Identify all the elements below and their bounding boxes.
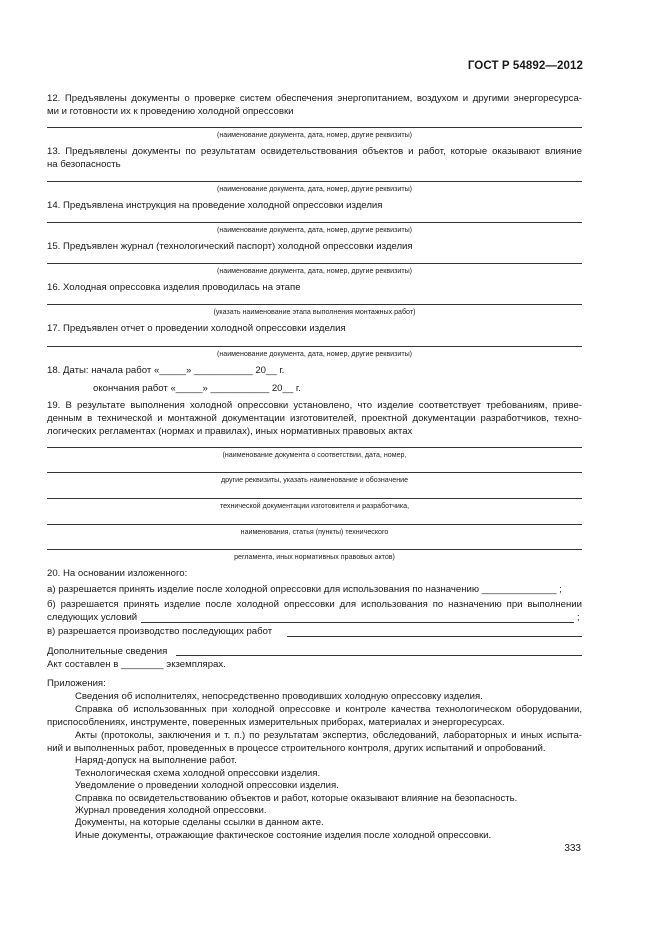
appendix-line: Технологическая схема холодной опрессовки изделия. bbox=[75, 768, 321, 779]
fill-line bbox=[47, 498, 582, 499]
fill-line bbox=[176, 655, 582, 656]
fill-line bbox=[47, 472, 582, 473]
caption-item-19-5: регламента, иных нормативных правовых актов) bbox=[234, 553, 395, 561]
fill-line bbox=[47, 304, 582, 305]
caption-item-19-4: наименования, статья (пункты) технического bbox=[240, 528, 389, 536]
appendix-line: Уведомление о проведении холодной опрессовки изделия. bbox=[75, 780, 339, 791]
act-copies: Акт составлен в ________ экземплярах. bbox=[47, 659, 226, 670]
appendix-line: Справка по освидетельствованию объектов и работ, которые оказывают влияние на безопасность. bbox=[75, 793, 518, 804]
item-20-a: а) разрешается принять изделие после холодной опрессовки для использования по назначению ______________ ; bbox=[47, 584, 562, 595]
item-20: 20. На основании изложенного: bbox=[47, 568, 188, 579]
item-12-line-1: 12. Предъявлены документы о проверке систем обеспечения энергопитанием, воздухом и другими энергоресурса- bbox=[47, 93, 582, 104]
fill-line bbox=[47, 181, 582, 182]
appendix-line: Справка об использованных при холодной опрессовке и контроле качества технологическом оборудовании, bbox=[75, 704, 582, 715]
appendix-line: Акты (протоколы, заключения и т. п.) по результатам экспертиз, обследований, лабораторных и иных испыта- bbox=[75, 730, 582, 741]
additional-info-label: Дополнительные сведения bbox=[47, 646, 168, 657]
fill-line bbox=[47, 127, 582, 128]
fill-line bbox=[47, 222, 582, 223]
caption-item-12: (наименование документа, дата, номер, другие реквизиты) bbox=[216, 131, 413, 139]
appendix-line: Иные документы, отражающие фактическое состояние изделия после холодной опрессовки. bbox=[75, 830, 492, 841]
item-19-line-3: логических регламентах (нормах и правилах), иных нормативных правовых актах bbox=[47, 426, 413, 437]
item-12-line-2: ми и готовности их к проведению холодной опрессовки bbox=[47, 106, 294, 117]
item-20-c: в) разрешается производство последующих работ bbox=[47, 626, 273, 637]
item-17: 17. Предъявлен отчет о проведении холодной опрессовки изделия bbox=[47, 323, 346, 334]
fill-line bbox=[47, 447, 582, 448]
fill-line bbox=[47, 346, 582, 347]
item-20-b-line-2: следующих условий bbox=[47, 612, 138, 623]
appendix-line: Документы, на которые сделаны ссылки в данном акте. bbox=[75, 817, 324, 828]
page-number: 333 bbox=[564, 843, 581, 854]
item-18-start-date: 18. Даты: начала работ «_____» ___________ 20__ г. bbox=[47, 365, 285, 376]
caption-item-14: (наименование документа, дата, номер, другие реквизиты) bbox=[216, 226, 413, 234]
item-14: 14. Предъявлена инструкция на проведение холодной опрессовки изделия bbox=[47, 200, 383, 211]
item-13-line-2: на безопасность bbox=[47, 159, 121, 170]
appendix-line: Журнал проведения холодной опрессовки. bbox=[75, 805, 267, 816]
fill-line bbox=[287, 636, 582, 637]
fill-line bbox=[47, 524, 582, 525]
appendix-line: приспособлениях, инструменте, поверенных измерительных приборах, материалах и энергоресурсах. bbox=[47, 717, 505, 728]
appendix-line: Сведения об исполнителях, непосредственно проводивших холодную опрессовку изделия. bbox=[75, 691, 483, 702]
item-20-b-line-1: б) разрешается принять изделие после холодной опрессовки для использования по назначению при выполнении bbox=[47, 599, 582, 610]
item-16: 16. Холодная опрессовка изделия проводилась на этапе bbox=[47, 282, 301, 293]
document-header: ГОСТ Р 54892—2012 bbox=[467, 60, 583, 72]
item-19-line-1: 19. В результате выполнения холодной опрессовки установлено, что изделие соответствует требованиям, приве- bbox=[47, 400, 582, 411]
fill-line bbox=[47, 263, 582, 264]
item-20-b-end: ; bbox=[577, 612, 580, 623]
caption-item-19-2: другие реквизиты, указать наименование и обозначение bbox=[220, 476, 409, 484]
item-15: 15. Предъявлен журнал (технологический паспорт) холодной опрессовки изделия bbox=[47, 241, 413, 252]
item-13-line-1: 13. Предъявлены документы по результатам освидетельствования объектов и работ, которые оказывают влияние bbox=[47, 146, 582, 157]
caption-item-13: (наименование документа, дата, номер, другие реквизиты) bbox=[216, 185, 413, 193]
appendix-title: Приложения: bbox=[47, 678, 106, 689]
appendix-line: ний и выполненных работ, проведенных в процессе строительного контроля, других испытаний и опробований. bbox=[47, 743, 546, 754]
item-19-line-2: денным в технической и монтажной документации изготовителей, проектной документации разработчиков, техно- bbox=[47, 413, 582, 424]
fill-line bbox=[47, 549, 582, 550]
caption-item-17: (наименование документа, дата, номер, другие реквизиты) bbox=[216, 350, 413, 358]
appendix-line: Наряд-допуск на выполнение работ. bbox=[75, 755, 237, 766]
caption-item-19-1: (наименование документа о соответствии, дата, номер, bbox=[222, 451, 407, 459]
caption-item-16: (указать наименование этапа выполнения монтажных работ) bbox=[213, 308, 416, 316]
fill-line bbox=[141, 622, 574, 623]
caption-item-19-3: технической документации изготовителя и разработчика, bbox=[219, 502, 410, 510]
caption-item-15: (наименование документа, дата, номер, другие реквизиты) bbox=[216, 267, 413, 275]
item-18-end-date: окончания работ «_____» ___________ 20__ г. bbox=[93, 383, 301, 394]
